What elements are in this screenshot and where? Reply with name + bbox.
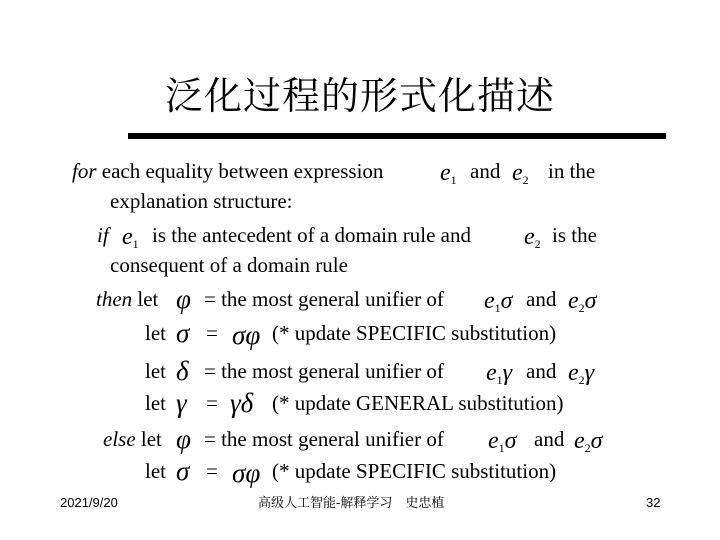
line-8-text: (* update GENERAL substitution) — [272, 391, 564, 415]
title-underline — [128, 133, 666, 139]
line-6-eq: = — [206, 321, 218, 345]
line-1-end: in the — [548, 159, 596, 183]
keyword-for: for — [72, 159, 97, 183]
line-7-and: and — [526, 359, 557, 383]
keyword-let: let — [137, 287, 159, 311]
line-9-prefix — [103, 426, 162, 452]
line-5-prefix — [96, 286, 158, 312]
math-sigma-phi: σφ — [232, 320, 261, 350]
math-sigma: σ — [176, 456, 190, 486]
keyword-then: then — [96, 287, 133, 311]
footer-date: 2021/9/20 — [60, 495, 118, 510]
line-10-text: (* update SPECIFIC substitution) — [272, 459, 557, 483]
keyword-let: let — [145, 321, 166, 345]
line-2: explanation structure: — [110, 189, 293, 213]
keyword-let: let — [145, 459, 166, 483]
line-7-text: = the most general unifier of — [204, 359, 444, 383]
line-5-and: and — [526, 287, 557, 311]
math-e2-gamma: $e_2\gamma$ — [568, 360, 595, 387]
math-e2: $e_2$ — [512, 160, 529, 187]
line-9-text: = the most general unifier of — [204, 427, 444, 451]
math-e1-sigma: $e_1\sigma$ — [488, 428, 517, 455]
math-e1-gamma: $e_1\gamma$ — [486, 360, 513, 387]
math-phi: φ — [176, 424, 191, 454]
line-1-and: and — [470, 159, 501, 183]
math-e2-sigma: $e_2\sigma$ — [574, 428, 603, 455]
footer-course: 高级人工智能-解释学习 史忠植 — [258, 495, 445, 510]
line-4: consequent of a domain rule — [110, 253, 348, 277]
line-10-eq: = — [206, 459, 218, 483]
math-e1: $e_1$ — [122, 224, 139, 251]
keyword-let: let — [140, 427, 162, 451]
line-3-end: is the — [552, 223, 597, 247]
math-sigma-phi: σφ — [232, 458, 261, 488]
line-1 — [72, 158, 383, 184]
line-6-text: (* update SPECIFIC substitution) — [272, 321, 557, 345]
keyword-if: if — [97, 223, 109, 247]
line-8-eq: = — [206, 391, 218, 415]
math-gamma-delta: γδ — [230, 388, 254, 418]
math-phi: φ — [176, 284, 191, 314]
math-e2-sigma: $e_2\sigma$ — [568, 288, 597, 315]
slide-title: 泛化过程的形式化描述 — [164, 74, 555, 118]
math-e1-sigma: $e_1\sigma$ — [484, 288, 513, 315]
footer-page-number: 32 — [646, 495, 661, 510]
line-1-text: each equality between expression — [101, 159, 384, 183]
math-gamma: γ — [176, 388, 187, 418]
line-9-and: and — [534, 427, 565, 451]
keyword-let: let — [145, 359, 166, 383]
keyword-else: else — [103, 427, 136, 451]
math-e2: $e_2$ — [524, 224, 541, 251]
math-sigma: σ — [176, 318, 190, 348]
line-5-text: = the most general unifier of — [204, 287, 444, 311]
keyword-let: let — [145, 391, 166, 415]
line-3-text: is the antecedent of a domain rule and — [152, 223, 471, 247]
math-e1: $e_1$ — [440, 160, 457, 187]
math-delta: δ — [176, 356, 189, 386]
